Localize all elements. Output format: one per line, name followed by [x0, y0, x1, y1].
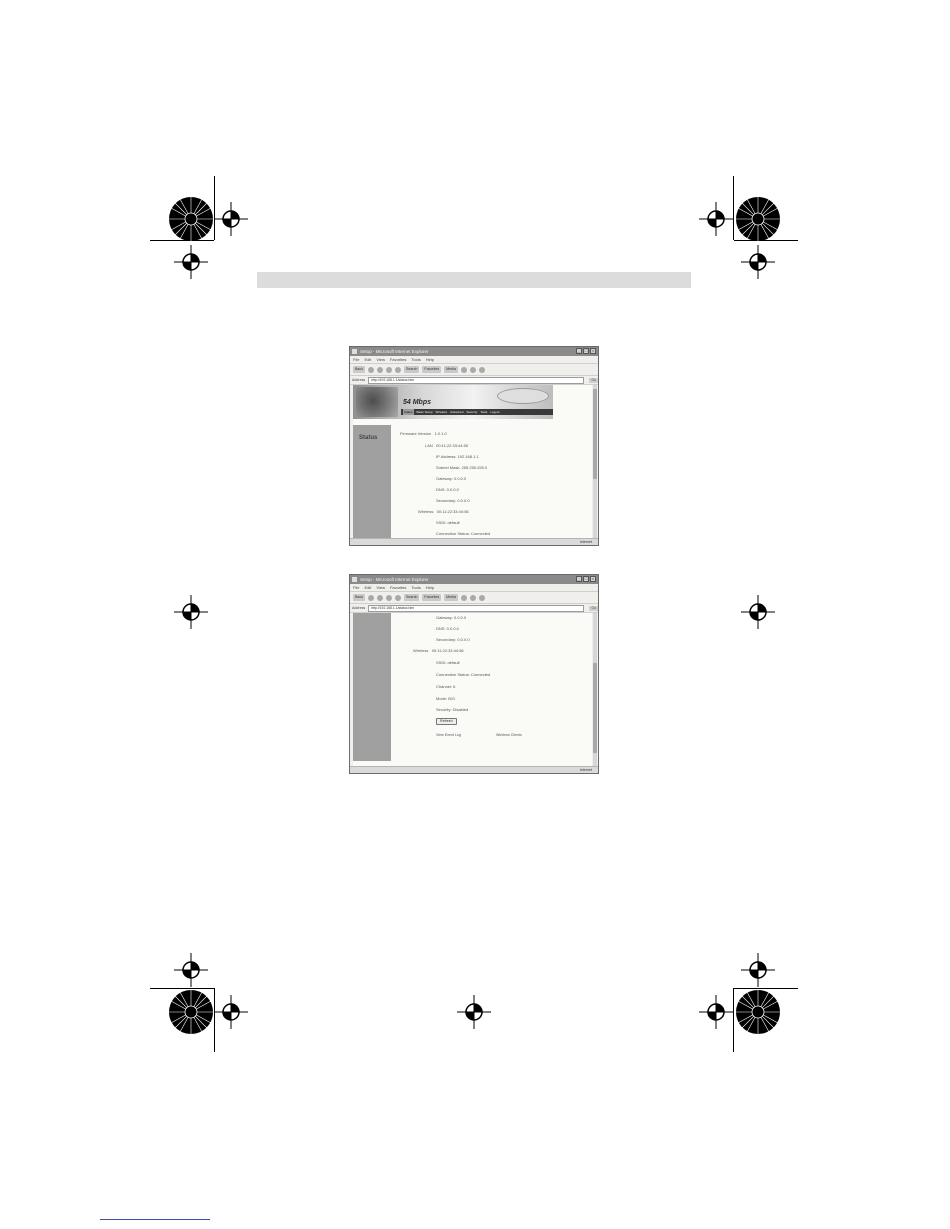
page-content — [353, 385, 592, 538]
go-button[interactable]: Go — [591, 377, 596, 382]
favorites-button[interactable]: Favorites — [424, 367, 440, 371]
registration-starburst-icon — [168, 196, 214, 242]
banner-photo — [356, 387, 398, 417]
lan-subnet: Subnet Mask: 255.255.255.0 — [436, 465, 488, 470]
history-icon[interactable] — [461, 595, 467, 601]
forward-icon[interactable] — [368, 367, 374, 373]
firmware-value: 1.0.1.0 — [434, 431, 447, 436]
menu-file[interactable]: File — [353, 585, 360, 590]
lan-dns-secondary: Secondary: 0.0.0.0 — [436, 498, 470, 503]
wireless-row — [413, 648, 464, 653]
maximize-button[interactable]: □ — [584, 576, 588, 581]
wireless-row — [418, 509, 469, 514]
address-bar — [350, 376, 598, 385]
registration-crosshair-icon — [741, 953, 775, 987]
registration-crosshair-icon — [214, 202, 248, 236]
media-button[interactable]: Media — [446, 367, 456, 371]
registration-crosshair-icon — [741, 245, 775, 279]
registration-starburst-icon — [735, 196, 781, 242]
banner-decoration — [497, 388, 549, 404]
product-logo: 54 Mbps — [403, 399, 432, 406]
close-button[interactable]: × — [591, 348, 595, 353]
favorites-button[interactable]: Favorites — [424, 595, 440, 599]
wireless-connection: Connection Status: Connected — [436, 531, 491, 536]
menu-edit[interactable]: Edit — [364, 585, 372, 590]
registration-crosshair-icon — [457, 995, 491, 1029]
browser-window-status-top — [349, 346, 599, 546]
back-button[interactable]: Back — [355, 595, 363, 599]
registration-crosshair-icon — [174, 953, 208, 987]
media-button[interactable]: Media — [446, 595, 456, 599]
refresh-icon[interactable] — [386, 595, 392, 601]
security-zone: Internet — [579, 540, 592, 544]
window-title: Setup - Microsoft Internet Explorer — [360, 577, 429, 582]
browser-window-status-bottom — [349, 574, 599, 774]
wireless-clients-link[interactable]: Wireless Clients — [496, 733, 522, 737]
wireless-label: Wireless — [418, 509, 434, 514]
registration-starburst-icon — [735, 989, 781, 1035]
vertical-scrollbar[interactable] — [593, 385, 597, 538]
gateway-row: Gateway: 0.0.0.0 — [436, 615, 467, 620]
toolbar — [350, 592, 598, 604]
sidebar — [353, 425, 391, 538]
stop-icon[interactable] — [377, 367, 383, 373]
sidebar — [353, 613, 391, 761]
firmware-label: Firmware Version — [400, 431, 432, 436]
nav-wireless[interactable]: Wireless — [435, 410, 448, 414]
home-icon[interactable] — [395, 367, 401, 373]
wireless-label: Wireless — [413, 648, 429, 653]
address-input[interactable]: http://192.168.1.1/status.htm — [368, 605, 584, 612]
address-input[interactable]: http://192.168.1.1/status.htm — [368, 377, 584, 384]
menu-file[interactable]: File — [353, 357, 360, 362]
registration-crosshair-icon — [174, 595, 208, 629]
footer-rule — [100, 1219, 210, 1220]
search-button[interactable]: Search — [406, 367, 418, 371]
close-button[interactable]: × — [591, 576, 595, 581]
router-nav — [401, 409, 553, 415]
menu-bar — [350, 356, 598, 364]
home-icon[interactable] — [395, 595, 401, 601]
ssid-row: SSID: default — [436, 660, 460, 665]
menu-favorites[interactable]: Favorites — [389, 357, 407, 362]
refresh-icon[interactable] — [386, 367, 392, 373]
stop-icon[interactable] — [377, 595, 383, 601]
title-bar — [350, 575, 598, 584]
scroll-thumb[interactable] — [593, 389, 597, 479]
nav-status[interactable]: Status — [404, 410, 413, 414]
nav-advanced[interactable]: Advanced — [450, 410, 464, 414]
router-banner — [353, 385, 553, 419]
registration-crosshair-icon — [699, 202, 733, 236]
lan-dns: DNS: 0.0.0.0 — [436, 487, 459, 492]
connection-row: Connection Status: Connected — [436, 672, 491, 677]
menu-view[interactable]: View — [376, 357, 385, 362]
secondary-dns-row: Secondary: 0.0.0.0 — [436, 637, 470, 642]
lan-row — [425, 443, 468, 448]
event-log-link[interactable]: View Event Log — [436, 733, 461, 737]
menu-tools[interactable]: Tools — [411, 585, 421, 590]
forward-icon[interactable] — [368, 595, 374, 601]
firmware-row — [400, 431, 447, 436]
menu-tools[interactable]: Tools — [411, 357, 421, 362]
security-zone: Internet — [579, 768, 592, 772]
nav-basic-setup[interactable]: Basic Setup — [416, 410, 433, 414]
channel-row: Channel: 6 — [436, 684, 456, 689]
back-button[interactable]: Back — [355, 367, 363, 371]
wireless-mac: 00:11:22:33:44:56 — [436, 509, 469, 514]
go-button[interactable]: Go — [591, 605, 596, 610]
menu-view[interactable]: View — [376, 585, 385, 590]
menu-help[interactable]: Help — [425, 357, 434, 362]
lan-gateway: Gateway: 0.0.0.0 — [436, 476, 467, 481]
address-label: Address — [352, 606, 366, 610]
nav-tools[interactable]: Tools — [480, 410, 488, 414]
ie-icon — [352, 577, 357, 582]
menu-favorites[interactable]: Favorites — [389, 585, 407, 590]
scroll-thumb[interactable] — [593, 663, 597, 753]
vertical-scrollbar[interactable] — [593, 613, 597, 766]
search-button[interactable]: Search — [406, 595, 418, 599]
mail-icon[interactable] — [470, 595, 476, 601]
minimize-button[interactable]: _ — [577, 576, 581, 581]
wireless-mac: 00:11:22:33:44:56 — [431, 648, 464, 653]
print-icon[interactable] — [479, 595, 485, 601]
refresh-button[interactable]: Refresh — [436, 718, 457, 725]
mode-row: Mode: B/G — [436, 696, 456, 701]
maximize-button[interactable]: □ — [584, 348, 588, 353]
minimize-button[interactable]: _ — [577, 348, 581, 353]
wireless-ssid: SSID: default — [436, 520, 460, 525]
page-content — [353, 613, 592, 766]
registration-crosshair-icon — [741, 595, 775, 629]
lan-label: LAN — [425, 443, 433, 448]
toolbar — [350, 364, 598, 376]
nav-logout[interactable]: Logout — [490, 410, 500, 414]
security-row: Security: Disabled — [436, 707, 469, 712]
mail-icon[interactable] — [470, 367, 476, 373]
nav-security[interactable]: Security — [466, 410, 478, 414]
address-bar — [350, 604, 598, 613]
menu-bar — [350, 584, 598, 592]
status-bar — [350, 538, 598, 545]
sidebar-title: Status — [359, 435, 378, 441]
registration-starburst-icon — [168, 989, 214, 1035]
history-icon[interactable] — [461, 367, 467, 373]
ie-icon — [352, 349, 357, 354]
status-bar — [350, 766, 598, 773]
menu-help[interactable]: Help — [425, 585, 434, 590]
print-icon[interactable] — [479, 367, 485, 373]
registration-crosshair-icon — [699, 995, 733, 1029]
window-title: Setup - Microsoft Internet Explorer — [360, 349, 429, 354]
lan-mac: 00:11:22:33:44:55 — [436, 443, 469, 448]
address-label: Address — [352, 378, 366, 382]
dns-row: DNS: 0.0.0.0 — [436, 626, 459, 631]
page-header-bar — [257, 272, 691, 288]
menu-edit[interactable]: Edit — [364, 357, 372, 362]
registration-crosshair-icon — [214, 995, 248, 1029]
registration-crosshair-icon — [174, 245, 208, 279]
title-bar — [350, 347, 598, 356]
lan-ip: IP Address: 192.168.1.1 — [436, 454, 479, 459]
